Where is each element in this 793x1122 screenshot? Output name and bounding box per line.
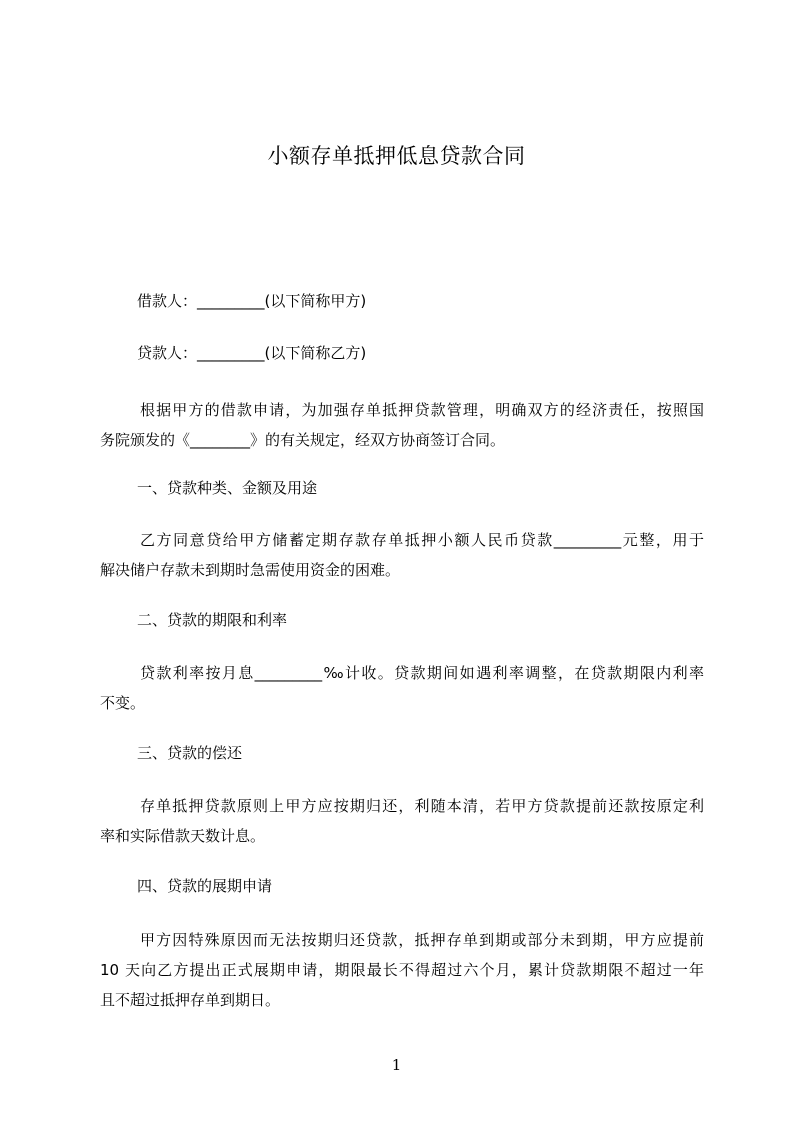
paragraph-line: 贷款利率按月息_________‰计收。贷款期间如遇利率调整，在贷款期限内利率 <box>140 664 704 682</box>
paragraph-line: 甲方因特殊原因而无法按期归还贷款，抵押存单到期或部分未到期，甲方应提前 <box>140 931 704 949</box>
paragraph-line: 务院颁发的《________》的有关规定，经双方协商签订合同。 <box>100 431 506 449</box>
section-body-1 <box>100 525 704 585</box>
section-heading-3: 三、贷款的偿还 <box>137 744 243 762</box>
paragraph-line: 根据甲方的借款申请，为加强存单抵押贷款管理，明确双方的经济责任，按照国 <box>140 401 704 419</box>
paragraph-line: 乙方同意贷给甲方储蓄定期存款存单抵押小额人民币贷款_________元整，用于 <box>140 531 704 549</box>
document-title: 小额存单抵押低息贷款合同 <box>267 144 526 168</box>
paragraph-line: 不变。 <box>100 694 146 712</box>
section-body-2 <box>100 658 704 718</box>
paragraph-line: 率和实际借款天数计息。 <box>100 827 266 845</box>
section-heading-1: 一、贷款种类、金额及用途 <box>137 479 318 497</box>
paragraph-line: 解决储户存款未到期时急需使用资金的困难。 <box>100 561 401 579</box>
section-body-4 <box>100 925 704 1015</box>
section-heading-2: 二、贷款的期限和利率 <box>137 611 288 629</box>
paragraph-line: 10 天向乙方提出正式展期申请，期限最长不得超过六个月，累计贷款期限不超过一年 <box>100 961 704 979</box>
borrower-line: 借款人：_________(以下简称甲方) <box>137 292 367 310</box>
preamble-paragraph <box>100 395 704 455</box>
section-body-3 <box>100 791 704 851</box>
paragraph-line: 存单抵押贷款原则上甲方应按期归还，利随本清，若甲方贷款提前还款按原定利 <box>140 797 704 815</box>
page-number: 1 <box>391 1056 402 1074</box>
lender-line: 贷款人：_________(以下简称乙方) <box>137 344 367 362</box>
paragraph-line: 且不超过抵押存单到期日。 <box>100 991 281 1009</box>
section-heading-4: 四、贷款的展期申请 <box>137 877 273 895</box>
